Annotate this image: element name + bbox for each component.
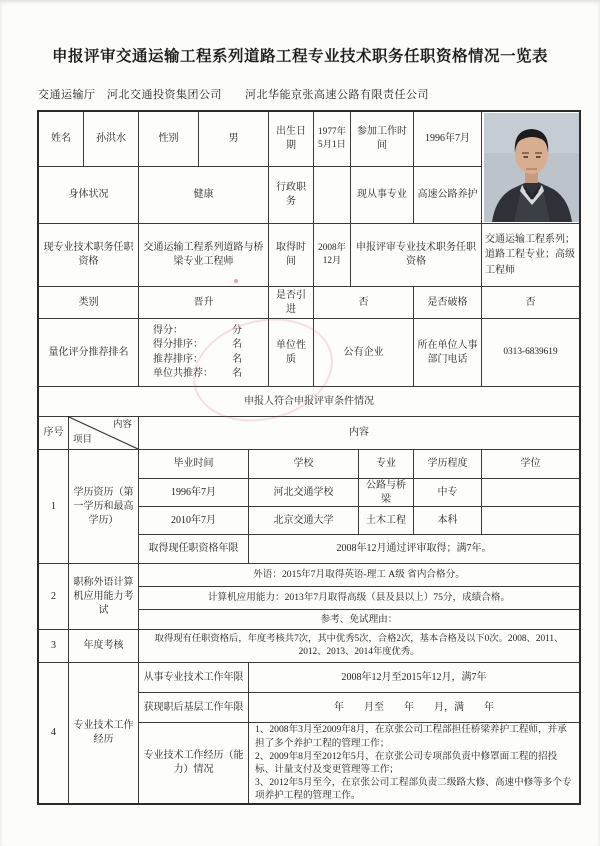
unit-type-value: 公有企业 (314, 319, 414, 387)
category-label: 类别 (39, 287, 139, 319)
edu-col-major: 专业 (359, 450, 414, 479)
page-title: 申报评审交通运输工程系列道路工程专业技术职务任职资格情况一览表 (51, 48, 548, 65)
work-start-label: 参加工作时间 (351, 112, 414, 167)
experience-line-3: 3、2012年5月至今，在京张公司工程部负责二级路大修、高速中修等多个专项养护工程的管理工作。 (255, 777, 572, 802)
tenure-value: 2008年12月通过评审取得；满7年。 (249, 535, 579, 564)
section-2-no: 2 (39, 564, 69, 630)
current-qual-value: 交通运输工程系列道路与桥梁专业工程师 (139, 224, 269, 287)
hr-phone-label: 所在单位人事部门电话 (414, 319, 482, 387)
experience-line-2: 2、2009年8月至2012年5月，在京张公司专项部负责中修罩面工程的招投标、计量支付及变更管理等工作； (255, 750, 558, 775)
section-4-no: 4 (39, 663, 69, 803)
content-header: 内容 (139, 417, 579, 450)
diag-bottom-label: 项目 (73, 434, 93, 445)
name-value: 孙洪水 (84, 112, 139, 167)
profession-value: 高速公路养护 (414, 167, 482, 224)
category-value: 晋升 (139, 287, 269, 319)
hr-phone-value: 0313-6839619 (482, 319, 579, 387)
edu-r1-degree (482, 479, 579, 507)
edu-col-grad-time: 毕业时间 (139, 450, 249, 479)
gender-label: 性别 (139, 112, 199, 167)
edu-r2-major: 土木工程 (359, 507, 414, 535)
edu-r2-time: 2010年7月 (139, 507, 249, 535)
health-value: 健康 (139, 167, 269, 224)
grassroots-years-value: 年 月至 年 月，满 年 (249, 693, 579, 723)
current-qual-label: 现专业技术职务任职资格 (39, 224, 139, 287)
section-2-label: 职称外语计算机应用能力考试 (69, 564, 139, 630)
admin-title-label: 行政职务 (269, 167, 314, 224)
birth-value: 1977年5月1日 (314, 112, 351, 167)
exception-label: 是否破格 (414, 287, 482, 319)
name-label: 姓名 (39, 112, 84, 167)
edu-col-school: 学校 (249, 450, 359, 479)
edu-r2-level: 本科 (414, 507, 482, 535)
appraisal-text: 取得现有任职资格后，年度考核共7次，其中优秀5次，合格2次，基本合格及以下0次。2008、2011、2012、2013、2014年度优秀。 (139, 630, 579, 663)
work-years-value: 2008年12月至2015年12月，满7年 (249, 663, 579, 693)
obtain-time-label: 取得时间 (269, 224, 314, 287)
experience-detail (249, 723, 579, 803)
experience-label: 专业技术工作经历（能力）情况 (139, 723, 249, 803)
edu-r1-level: 中专 (414, 479, 482, 507)
computer-exam-line: 计算机应用能力：2013年7月取得高级（县及县以上）75分，成绩合格。 (139, 587, 579, 610)
edu-r1-school: 河北交通学校 (249, 479, 359, 507)
edu-r2-degree (482, 507, 579, 535)
unit-type-label: 单位性质 (269, 319, 314, 387)
section-1-label: 学历资历（第一学历和最高学历） (69, 450, 139, 564)
section-3-label: 年度考核 (69, 630, 139, 663)
section-3-no: 3 (39, 630, 69, 663)
section-1-no: 1 (39, 450, 69, 564)
birth-label: 出生日期 (269, 112, 314, 167)
health-label: 身体状况 (39, 167, 139, 224)
exam-exemption-line: 参考、免试理由： (139, 610, 579, 630)
portrait-illustration (484, 113, 579, 222)
tenure-label: 取得现任职资格年限 (139, 535, 249, 564)
form-table (37, 110, 581, 805)
import-value: 否 (314, 287, 414, 319)
import-label: 是否引进 (269, 287, 314, 319)
score-label: 量化评分推荐排名 (39, 319, 139, 387)
conditions-header: 申报人符合申报评审条件情况 (39, 387, 579, 417)
org-line: 交通运输厅 河北交通投资集团公司 河北华能京张高速公路有限责任公司 (38, 89, 429, 101)
edu-col-degree: 学位 (482, 450, 579, 479)
work-years-label: 从事专业技术工作年限 (139, 663, 249, 693)
id-photo (482, 112, 579, 224)
language-exam-line: 外语：2015年7月取得英语-理工 A级 省内合格分。 (139, 564, 579, 587)
profession-label: 现从事专业 (351, 167, 414, 224)
apply-qual-label: 申报评审专业技术职务任职资格 (351, 224, 482, 287)
apply-qual-value: 交通运输工程系列；道路工程专业；高级工程师 (482, 224, 579, 287)
exception-value: 否 (482, 287, 579, 319)
admin-title-value (314, 167, 351, 224)
obtain-time-value: 2008年12月 (314, 224, 351, 287)
gender-value: 男 (199, 112, 269, 167)
section-4-label: 专业技术工作经历 (69, 663, 139, 803)
edu-r1-time: 1996年7月 (139, 479, 249, 507)
edu-r2-school: 北京交通大学 (249, 507, 359, 535)
score-lines: 得分： 分 得分排序： 名 推荐排序： 名 单位共推荐： 名 (139, 319, 269, 387)
diagonal-header-cell (69, 417, 139, 450)
edu-r1-major: 公路与桥梁 (359, 479, 414, 507)
edu-col-degree-level: 学历程度 (414, 450, 482, 479)
work-start-value: 1996年7月 (414, 112, 482, 167)
experience-line-1: 1、2008年3月至2009年8月，在京张公司工程部担任桥梁养护工程师，并承担了多个养护工程的管理工作； (255, 724, 567, 749)
grassroots-years-label: 获现职后基层工作年限 (139, 693, 249, 723)
diag-top-label: 内容 (112, 420, 132, 430)
seq-header: 序号 (39, 417, 69, 450)
